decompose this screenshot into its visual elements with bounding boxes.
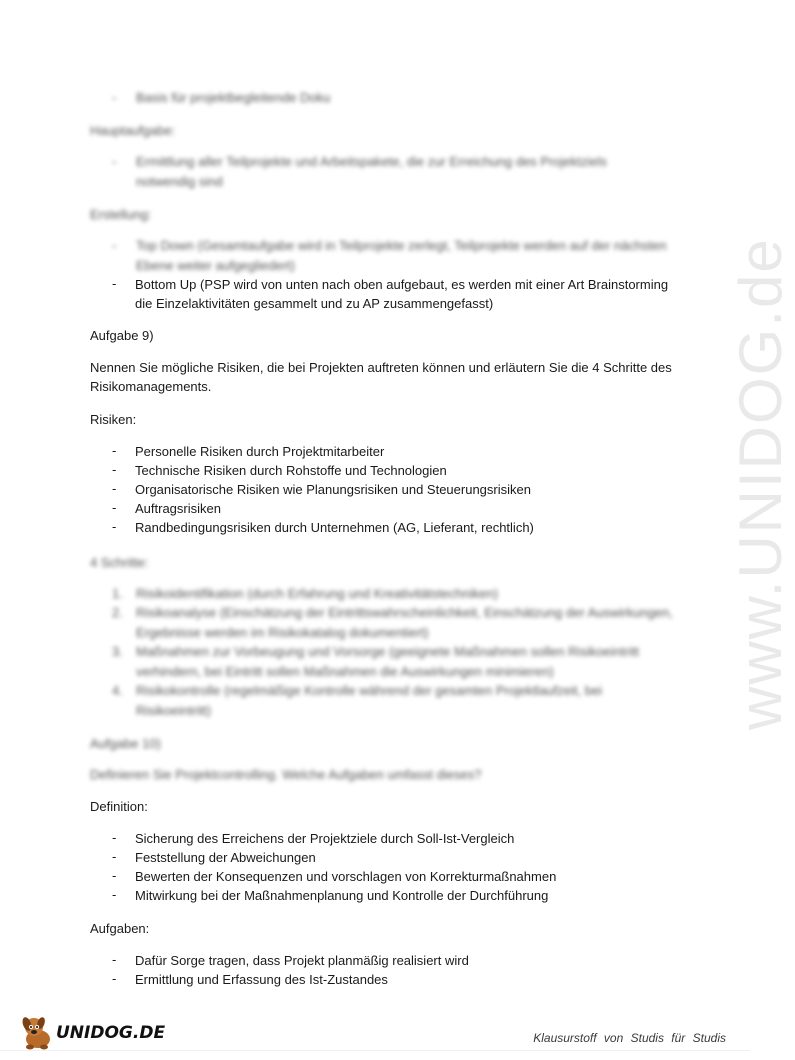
question-line-2: Risikomanagements.: [90, 379, 212, 394]
definition-item: Feststellung der Abweichungen: [135, 850, 316, 865]
blurred-line: Ebene weiter aufgegliedert): [136, 258, 295, 273]
bullet-dash: -: [112, 443, 117, 458]
bottom-up-line-1: Bottom Up (PSP wird von unten nach oben aufgebaut, es werden mit einer Art Brainstorming: [135, 277, 669, 292]
tasks-heading: Aufgaben:: [90, 921, 150, 936]
risks-heading: Risiken:: [90, 412, 137, 427]
blurred-line: Top Down (Gesamtaufgabe wird in Teilprojekte zerlegt, Teilprojekte werden auf der nächsten: [136, 238, 667, 253]
blurred-line: verhindern, bei Eintritt sollen Maßnahmen die Auswirkungen minimieren): [136, 664, 554, 679]
cut-line-wrapper: [100, 518, 550, 535]
footer-tagline: Klausurstoff von Studis für Studis: [533, 1031, 726, 1045]
blurred-line: Risikoeintritt): [136, 703, 212, 718]
bullet-dash: -: [112, 519, 117, 534]
bullet-dash: -: [112, 971, 117, 986]
definition-item: Mitwirkung bei der Maßnahmenplanung und Kontrolle der Durchführung: [135, 888, 549, 903]
bullet-dash: -: [112, 238, 117, 253]
blurred-heading: Hauptaufgabe:: [90, 123, 176, 138]
blurred-line: Risikokontrolle (regelmäßige Kontrolle während der gesamten Projektlaufzeit, bei: [136, 683, 603, 698]
blurred-line: Risikoanalyse (Einschätzung der Eintrittswahrscheinlichkeit, Einschätzung der Auswirkungen,: [136, 605, 673, 620]
definition-item: Bewerten der Konsequenzen und vorschlagen von Korrekturmaßnahmen: [135, 869, 557, 884]
bullet-dash: -: [112, 830, 117, 845]
step-number: 3.: [112, 644, 123, 659]
task-heading: Aufgabe 9): [90, 328, 154, 343]
risk-item: Personelle Risiken durch Projektmitarbeiter: [135, 444, 385, 459]
watermark-text: www.UNIDOG.de: [727, 237, 794, 730]
blurred-line: Risikoidentifikation (durch Erfahrung und Kreativitätstechniken): [136, 586, 499, 601]
bullet-dash: -: [112, 90, 117, 105]
blurred-heading: 4 Schritte:: [90, 555, 149, 570]
risk-item: Technische Risiken durch Rohstoffe und Technologien: [135, 463, 447, 478]
bullet-dash: -: [112, 849, 117, 864]
bullet-dash: -: [112, 481, 117, 496]
bullet-dash: -: [112, 868, 117, 883]
blurred-line: Maßnahmen zur Vorbeugung und Vorsorge (geeignete Maßnahmen sollen Risikoeintritt: [136, 644, 639, 659]
bullet-dash: -: [112, 952, 117, 967]
bottom-up-line-2: die Einzelaktivitäten gesammelt und zu AP zusammengefasst): [135, 296, 494, 311]
bullet-dash: -: [112, 500, 117, 515]
risk-item: Randbedingungsrisiken durch Unternehmen (AG, Lieferant, rechtlich): [135, 520, 534, 535]
blurred-line: Basis für projektbegleitende Doku: [136, 90, 331, 105]
step-number: 1.: [112, 586, 123, 601]
tasks-item: Dafür Sorge tragen, dass Projekt planmäßig realisiert wird: [135, 953, 469, 968]
footer-divider: [0, 1050, 750, 1051]
risk-item: Organisatorische Risiken wie Planungsrisiken und Steuerungsrisiken: [135, 482, 531, 497]
unidog-logo: [20, 1015, 166, 1051]
bullet-dash: -: [112, 276, 117, 291]
blurred-line: Ermittlung aller Teilprojekte und Arbeitspakete, die zur Erreichung des Projektziels: [136, 154, 607, 169]
blurred-heading: Erstellung:: [90, 207, 152, 222]
blurred-line: notwendig sind: [136, 174, 223, 189]
bullet-dash: -: [112, 154, 117, 169]
step-number: 4.: [112, 683, 123, 698]
bullet-dash: -: [112, 462, 117, 477]
dog-mascot-icon: [20, 1015, 60, 1051]
watermark: [668, 237, 794, 740]
blurred-heading: Aufgabe 10): [90, 736, 161, 751]
definition-item: Sicherung des Erreichens der Projektziele durch Soll-Ist-Vergleich: [135, 831, 515, 846]
risk-item: Auftragsrisiken: [135, 501, 221, 516]
question-line-1: Nennen Sie mögliche Risiken, die bei Projekten auftreten können und erläutern Sie die 4 Schritte des: [90, 360, 672, 375]
blurred-line: Ergebnisse werden im Risikokatalog dokumentiert): [136, 625, 429, 640]
tasks-item: Ermittlung und Erfassung des Ist-Zustandes: [135, 972, 388, 987]
logo-text: UNIDOG.DE: [56, 1023, 166, 1043]
definition-heading: Definition:: [90, 799, 148, 814]
bullet-dash: -: [112, 887, 117, 902]
blurred-line: Definieren Sie Projektcontrolling. Welche Aufgaben umfasst dieses?: [90, 767, 482, 782]
step-number: 2.: [112, 605, 123, 620]
